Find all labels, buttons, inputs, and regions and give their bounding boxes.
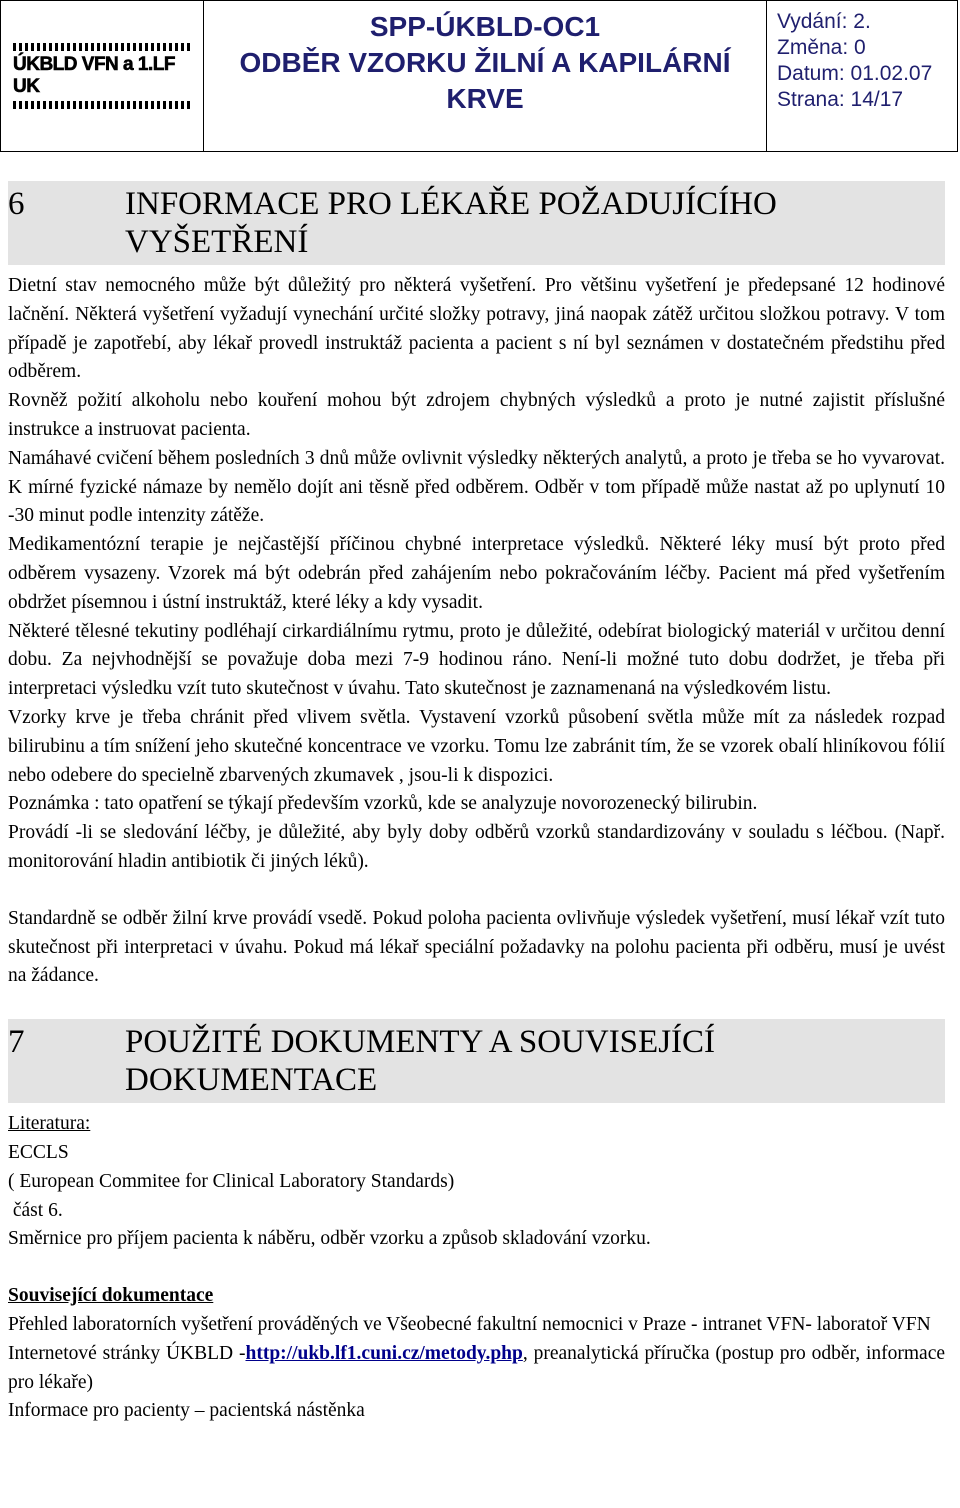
issue-date: Datum: 01.02.07 xyxy=(777,62,933,85)
section-7-title: POUŽITÉ DOKUMENTY A SOUVISEJÍCÍ DOKUMENTACE xyxy=(125,1024,716,1099)
related-doc-prefix: Internetové stránky ÚKBLD - xyxy=(8,1342,246,1364)
section-6-title: INFORMACE PRO LÉKAŘE POŽADUJÍCÍHO VYŠETŘENÍ xyxy=(125,186,777,260)
paragraph-exercise: Namáhavé cvičení během posledních 3 dnů může ovlivnit výsledky některých analytů, a proto je třeba se ho vyvarovat. K mírné fyzické námaze by nemělo dojít ani těsně před odběrem. Odběr v tom případě může nastat až po uplynutí 10 -30 minut podle intenzity zátěže. xyxy=(8,447,945,527)
paragraph-circadian: Některé tělesné tekutiny podléhají cirkardiálnímu rytmu, proto je důležité, odebírat biologický materiál v určitou denní dobu. Za nejvhodnější se považuje doba mezi 7-9 hodinou ráno. Není-li možné tuto dobu dodržet, je třeba při interpretaci výsledku vzít tuto skutečnost v úvahu. Tato skutečnost je zaznamenaná na výsledkovém listu. xyxy=(8,620,945,700)
document-code: SPP-ÚKBLD-OC1 xyxy=(369,11,601,42)
change-number: Změna: 0 xyxy=(777,36,866,59)
institution-logo: ÚKBLD VFN a 1.LF UK xyxy=(13,53,191,99)
related-doc-item xyxy=(8,1340,945,1398)
section-6-number: 6 xyxy=(8,186,25,222)
paragraph-position: Standardně se odběr žilní krve provádí vsedě. Pokud poloha pacienta ovlivňuje výsledek vyšetření, musí lékař vzít tuto skutečnost při interpretaci v úvahu. Pokud má lékař speciální požadavky na polohu pacienta při odběru, musí je uvést na žádance. xyxy=(8,907,945,987)
literature-item: ECCLS xyxy=(8,1141,69,1163)
paragraph-diet: Dietní stav nemocného může být důležitý pro některá vyšetření. Pro většinu vyšetření je předepsané 12 hodinové lačnění. Některá vyšetření vyžadují vynechání určité složky potravy, jiná naopak zátěž určitou složkou potravy. V tom případě je zapotřebí, aby lékař provedl instruktáž pacienta a pacient s ní byl seznámen v dostatečném předstihu před odběrem. xyxy=(8,275,945,383)
related-doc-suffix: , preanalytická příručka (postup pro odběr, informace pro lékaře) xyxy=(8,1342,946,1393)
title-cell xyxy=(204,1,767,151)
document-header xyxy=(0,0,958,152)
paragraph-note: Poznámka : tato opatření se týkají především vzorků, kde se analyzuje novorozenecký bilirubin. xyxy=(8,793,758,815)
literature-item: ( European Commitee for Clinical Laboratory Standards) xyxy=(8,1170,455,1192)
literature-label: Literatura: xyxy=(8,1113,91,1135)
document-title: ODBĚR VZORKU ŽILNÍ A KAPILÁRNÍ KRVE xyxy=(239,47,731,114)
paragraph-medication: Medikamentózní terapie je nejčastější příčinou chybné interpretace výsledků. Některé léky musí být proto před odběrem vysazeny. Vzorek má být odebrán před zahájením nebo pokračováním léčby. Pacient má před vyšetřením obdržet písemnou i ústní instruktáž, které léky a kdy vysadit. xyxy=(8,534,945,613)
related-doc-item: Informace pro pacienty – pacientská nástěnka xyxy=(8,1400,365,1422)
section-7-heading xyxy=(8,1019,945,1103)
section-7-number: 7 xyxy=(8,1024,25,1061)
document-body xyxy=(8,181,945,1426)
literature-item: Směrnice pro příjem pacienta k náběru, odběr vzorku a způsob skladování vzorku. xyxy=(8,1228,651,1250)
related-docs-label: Související dokumentace xyxy=(8,1285,214,1307)
issue-number: Vydání: 2. xyxy=(777,10,871,33)
section-6-heading xyxy=(8,181,945,265)
page-number: Strana: 14/17 xyxy=(777,88,904,111)
logo-cell xyxy=(1,1,204,151)
paragraph-monitoring: Provádí -li se sledování léčby, je důležité, aby byly doby odběrů vzorků standardizovány v souladu s léčbou. (Např. monitorování hladin antibiotik či jiných léků). xyxy=(8,822,945,872)
paragraph-light: Vzorky krve je třeba chránit před vlivem světla. Vystavení vzorků působení světla může mít za následek rozpad bilirubinu a tím snížení jeho skutečné koncentrace ve vzorku. Tomu lze zabránit tím, že se vzorek obalí hliníkovou fólií nebo odebere do specielně zbarvených zkumavek , jsou-li k dispozici. xyxy=(8,706,945,786)
paragraph-alcohol: Rovněž požití alkoholu nebo kouření mohou být zdrojem chybných výsledků a proto je nutné zajistit příslušné instrukce a instruovat pacienta. xyxy=(8,390,945,440)
related-doc-item: Přehled laboratorních vyšetření prováděných ve Všeobecné fakultní nemocnici v Praze - intranet VFN- laboratoř VFN xyxy=(8,1313,931,1335)
document-meta xyxy=(767,1,957,151)
literature-item: část 6. xyxy=(8,1199,63,1221)
ukbld-methods-link[interactable]: http://ukb.lf1.cuni.cz/metody.php xyxy=(245,1342,523,1364)
